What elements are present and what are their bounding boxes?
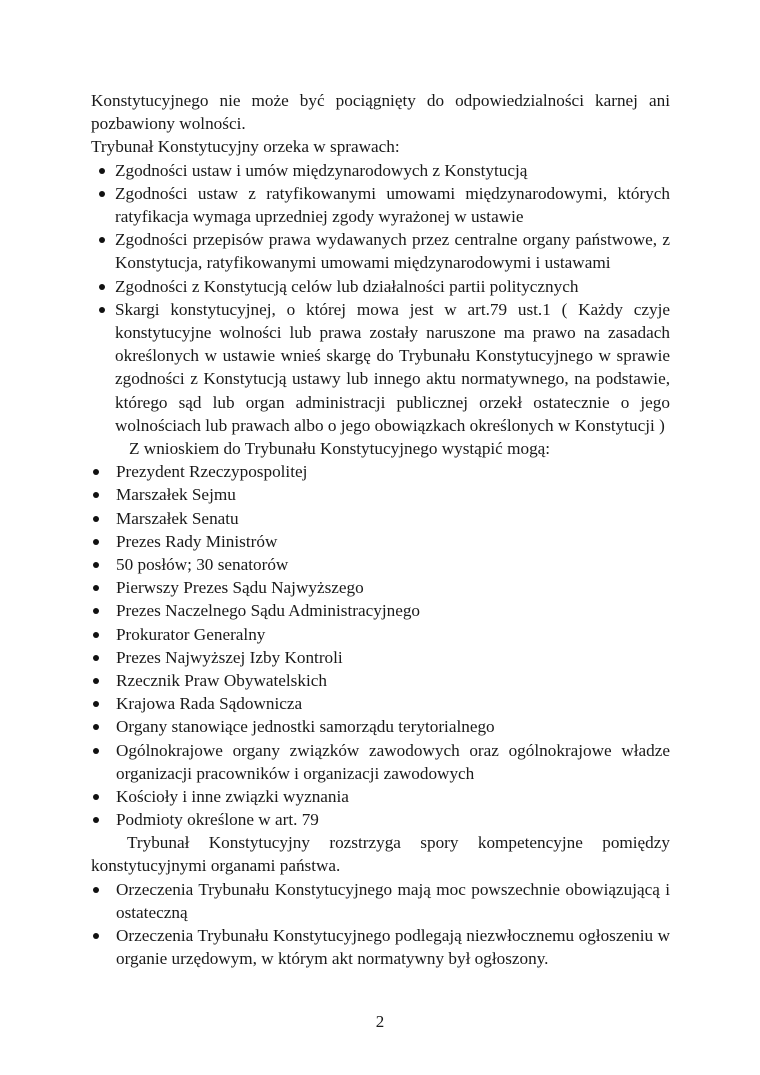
- list-item: Krajowa Rada Sądownicza: [91, 692, 670, 715]
- list-item: Podmioty określone w art. 79: [91, 808, 670, 831]
- intro-continuation-paragraph: Konstytucyjnego nie może być pociągnięty do odpowiedzialności karnej ani pozbawiony wolności.: [91, 91, 670, 134]
- jurisdiction-heading: Trybunał Konstytucyjny orzeka w sprawach:: [91, 137, 400, 157]
- list-item: [91, 159, 670, 182]
- list-item: Organy stanowiące jednostki samorządu terytorialnego: [91, 715, 670, 738]
- list-item: Orzeczenia Trybunału Konstytucyjnego podlegają niezwłocznemu ogłoszeniu w organie urzędowym, w którym akt normatywny był ogłoszony.: [91, 924, 670, 970]
- list-item-text: Zgodności z Konstytucją celów lub działalności partii politycznych: [115, 276, 579, 296]
- list-item: Marszałek Sejmu: [91, 483, 670, 506]
- disputes-paragraph: Trybunał Konstytucyjny rozstrzyga spory kompetencyjne pomiędzy konstytucyjnymi organami państwa.: [91, 833, 670, 876]
- list-item: Marszałek Senatu: [91, 507, 670, 530]
- list-item-text: Zgodności ustaw z ratyfikowanymi umowami międzynarodowymi, których ratyfikacja wymaga uprzedniej zgody wyrażonej w ustawie: [115, 183, 670, 227]
- list-item: Orzeczenia Trybunału Konstytucyjnego mają moc powszechnie obowiązującą i ostateczną: [91, 878, 670, 924]
- list-item-text: Zgodności przepisów prawa wydawanych przez centralne organy państwowe, z Konstytucja, ratyfikowanymi umowami międzynarodowymi i ustawami: [115, 230, 670, 273]
- rulings-list: [91, 878, 670, 971]
- list-item: Rzecznik Praw Obywatelskich: [91, 669, 670, 692]
- applicants-heading: Z wnioskiem do Trybunału Konstytucyjnego wystąpić mogą:: [129, 439, 551, 459]
- list-item: [91, 228, 670, 274]
- jurisdiction-list: [91, 159, 670, 437]
- page-number: 2: [375, 1012, 385, 1031]
- list-item-text: Skargi konstytucyjnej, o której mowa jest w art.79 ust.1 ( Każdy czyje konstytucyjne wolności lub prawa zostały naruszone ma prawo na zasadach określonych w ustawie wnieś skargę do Trybunału Konstytucyjnego w sprawie zgodności z Konstytucją ustawy lub innego aktu normatywnego, na podstawie, którego sąd lub organ administracji publicznej orzekł ostatecznie o jego wolnościach lub prawach albo o jego obowiązkach określonych w Konstytucji ): [115, 299, 670, 435]
- list-item: Prezes Rady Ministrów: [91, 530, 670, 553]
- list-item: [91, 275, 670, 298]
- list-item: 50 posłów; 30 senatorów: [91, 553, 670, 576]
- list-item: Pierwszy Prezes Sądu Najwyższego: [91, 576, 670, 599]
- list-item-text: Zgodności ustaw i umów międzynarodowych z Konstytucją: [115, 160, 528, 180]
- list-item: Prokurator Generalny: [91, 623, 670, 646]
- list-item: Ogólnokrajowe organy związków zawodowych oraz ogólnokrajowe władze organizacji pracowników i organizacji zawodowych: [91, 739, 670, 785]
- list-item: Prezes Najwyższej Izby Kontroli: [91, 646, 670, 669]
- list-item: [91, 182, 670, 228]
- list-item: Kościoły i inne związki wyznania: [91, 785, 670, 808]
- document-page: [91, 89, 670, 971]
- applicants-list: [91, 460, 670, 831]
- list-item: [91, 298, 670, 437]
- list-item: Prezes Naczelnego Sądu Administracyjnego: [91, 599, 670, 622]
- list-item: Prezydent Rzeczypospolitej: [91, 460, 670, 483]
